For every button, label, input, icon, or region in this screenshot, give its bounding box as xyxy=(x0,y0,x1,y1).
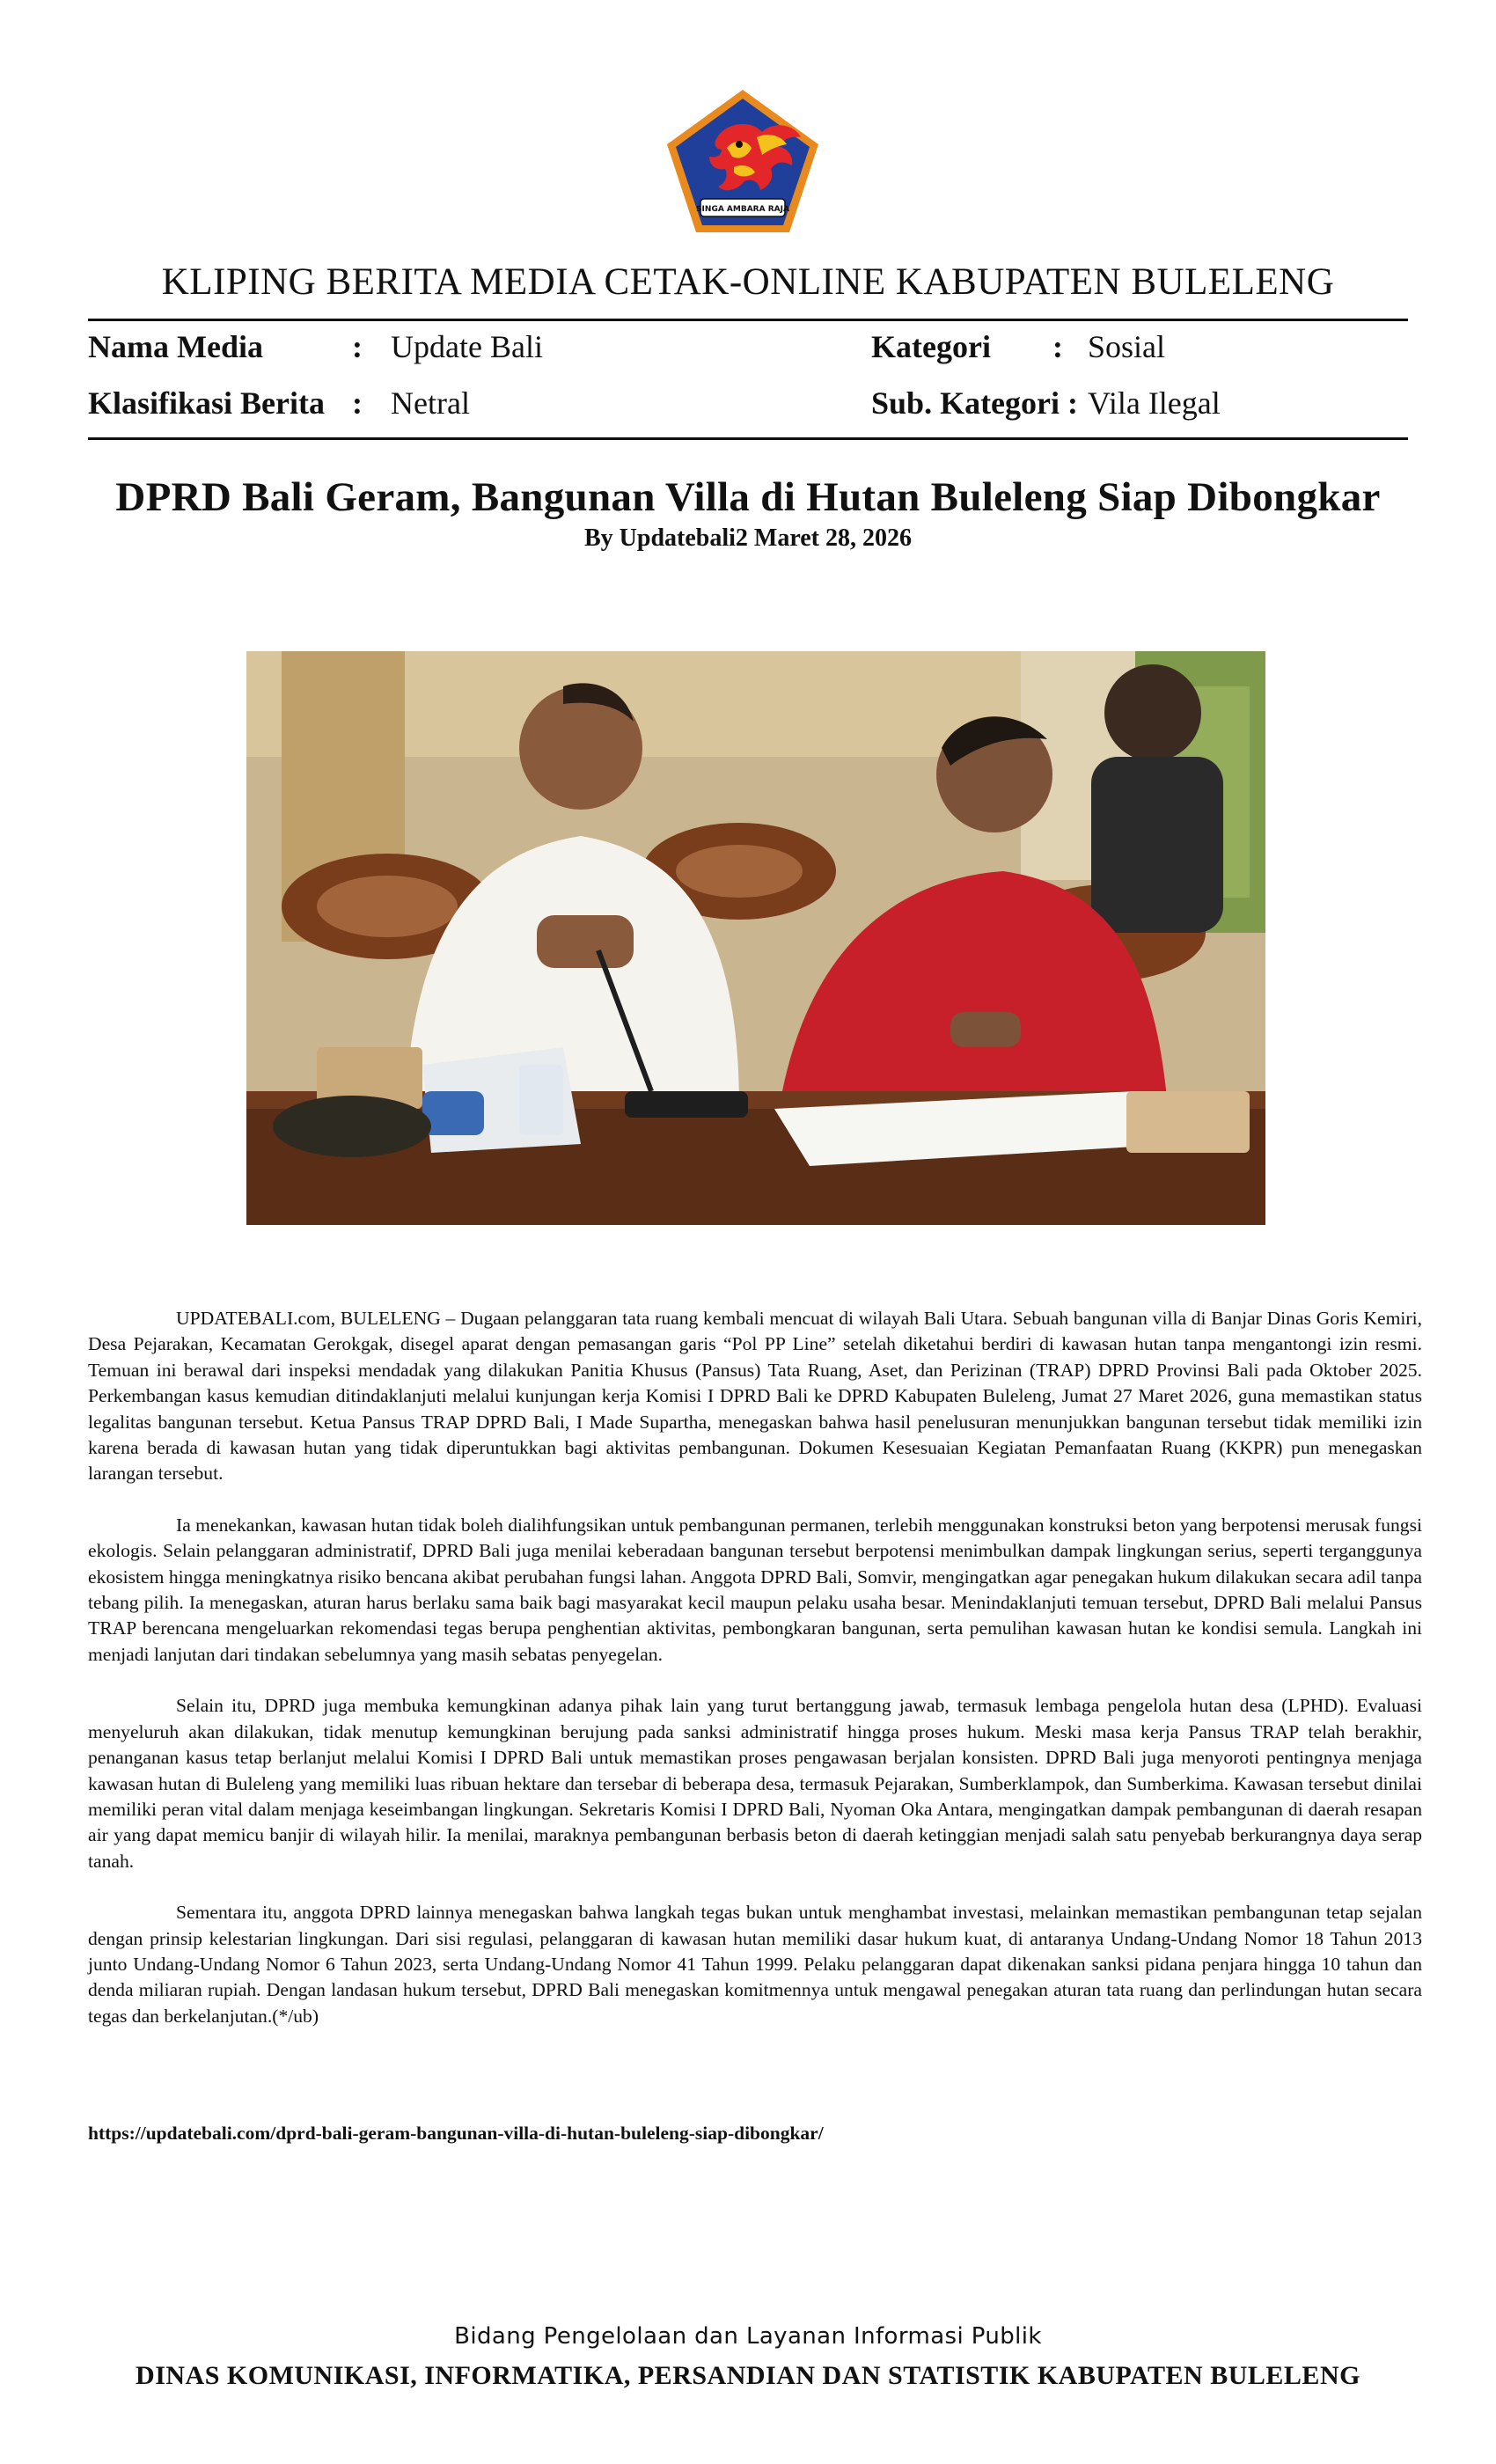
article-paragraph: Ia menekankan, kawasan hutan tidak boleh dialihfungsikan untuk pembangunan permanen, terlebih menggunakan konstruksi beton yang berpotensi merusak fungsi ekologis. Selain pelanggaran administratif, DPRD Bali juga menilai keberadaan bangunan tersebut berpotensi menimbulkan dampak lingkungan serius, seperti terganggunya ekosistem hingga meningkatnya risiko bencana akibat perubahan fungsi lahan. Anggota DPRD Bali, Somvir, mengingatkan agar penegakan hukum dilakukan secara adil tanpa tebang pilih. Ia menegaskan, aturan harus berlaku sama baik bagi masyarakat kecil maupun pelaku usaha besar. Menindaklanjuti temuan tersebut, DPRD Bali melalui Pansus TRAP berencana mengeluarkan rekomendasi tegas berupa penghentian aktivitas, pembongkaran bangunan, serta pemulihan kawasan hutan ke kondisi semula. Langkah ini menjadi lanjutan dari tindakan sebelumnya yang masih sebatas penyegelan. xyxy=(88,1514,1422,1665)
classification-label: Klasifikasi Berita xyxy=(88,385,325,421)
source-link[interactable]: https://updatebali.com/dprd-bali-geram-bangunan-villa-di-hutan-buleleng-siap-dibongkar/ xyxy=(88,2123,824,2144)
page-title: KLIPING BERITA MEDIA CETAK-ONLINE KABUPATEN BULELENG xyxy=(161,261,1335,303)
footer-agency: DINAS KOMUNIKASI, INFORMATIKA, PERSANDIAN DAN STATISTIK KABUPATEN BULELENG xyxy=(136,2361,1360,2390)
category-colon: : xyxy=(1052,329,1063,364)
media-colon: : xyxy=(352,329,363,364)
article-body xyxy=(88,1306,1422,2055)
buleleng-regency-emblem xyxy=(664,86,822,236)
classification-value: Netral xyxy=(391,385,470,421)
classification-colon: : xyxy=(352,385,363,421)
media-value: Update Bali xyxy=(391,329,543,364)
subcategory-label: Sub. Kategori : xyxy=(871,385,1079,421)
header-divider-top xyxy=(88,319,1408,321)
emblem-caption: SINGA AMBARA RAJA xyxy=(696,205,789,214)
media-label: Nama Media xyxy=(88,329,263,364)
article-headline: DPRD Bali Geram, Bangunan Villa di Hutan Buleleng Siap Dibongkar xyxy=(115,474,1381,520)
emblem-icon xyxy=(664,86,822,236)
article-paragraph: Selain itu, DPRD juga membuka kemungkinan adanya pihak lain yang turut bertanggung jawab, termasuk lembaga pengelola hutan desa (LPHD). Evaluasi menyeluruh akan dilakukan, tidak menutup kemungkinan berujung pada sanksi administratif hingga proses hukum. Meski masa kerja Pansus TRAP telah berakhir, penanganan kasus tetap berlanjut melalui Komisi I DPRD Bali untuk memastikan proses pengawasan berjalan konsisten. DPRD Bali juga menyoroti pentingnya menjaga kawasan hutan di Buleleng yang memiliki luas ribuan hektare dan tersebar di beberapa desa, termasuk Pejarakan, Sumberklampok, dan Sumberkima. Kawasan tersebut dinilai memiliki peran vital dalam menjaga keseimbangan lingkungan. Sekretaris Komisi I DPRD Bali, Nyoman Oka Antara, mengingatkan dampak pembangunan di daerah resapan air yang dapat memicu banjir di wilayah hilir. Ia menilai, maraknya pembangunan berbasis beton di daerah ketinggian menjadi salah satu penyebab berkurangnya daya serap tanah. xyxy=(88,1695,1422,1872)
category-label: Kategori xyxy=(871,329,991,364)
article-paragraph: Sementara itu, anggota DPRD lainnya menegaskan bahwa langkah tegas bukan untuk menghambat investasi, melainkan memastikan pembangunan tetap sejalan dengan prinsip kelestarian lingkungan. Dari sisi regulasi, pelanggaran di kawasan hutan memiliki dasar hukum kuat, di antaranya Undang-Undang Nomor 18 Tahun 2013 junto Undang-Undang Nomor 6 Tahun 2023, serta Undang-Undang Nomor 41 Tahun 1999. Pelaku pelanggaran dapat dikenakan sanksi pidana penjara hingga 10 tahun dan denda miliaran rupiah. Dengan landasan hukum tersebut, DPRD Bali menegaskan komitmennya untuk mengawal penegakan aturan tata ruang dan perlindungan hutan secara tegas dan berkelanjutan.(*/ub) xyxy=(88,1902,1422,2027)
category-value: Sosial xyxy=(1088,329,1166,364)
meeting-photo xyxy=(246,651,1265,1225)
article-byline: By Updatebali2 Maret 28, 2026 xyxy=(583,524,913,552)
header-divider-bottom xyxy=(88,437,1408,440)
footer-department: Bidang Pengelolaan dan Layanan Informasi Publik xyxy=(454,2323,1042,2350)
meeting-photo-image xyxy=(246,651,1265,1225)
article-paragraph: UPDATEBALI.com, BULELENG – Dugaan pelanggaran tata ruang kembali mencuat di wilayah Bali Utara. Sebuah bangunan villa di Banjar Dinas Goris Kemiri, Desa Pejarakan, Kecamatan Gerokgak, disegel aparat dengan pemasangan garis “Pol PP Line” setelah diketahui berdiri di kawasan hutan tanpa mengantongi izin resmi. Temuan ini berawal dari inspeksi mendadak yang dilakukan Panitia Khusus (Pansus) Tata Ruang, Aset, dan Perizinan (TRAP) DPRD Provinsi Bali pada Oktober 2025. Perkembangan kasus kemudian ditindaklanjuti melalui kunjungan kerja Komisi I DPRD Bali ke DPRD Kabupaten Buleleng, Jumat 27 Maret 2026, guna memastikan status legalitas bangunan tersebut. Ketua Pansus TRAP DPRD Bali, I Made Supartha, menegaskan bahwa hasil penelusuran menunjukkan bangunan tersebut tidak memiliki izin karena berada di kawasan hutan yang tidak diperuntukkan bagi aktivitas pembangunan. Dokumen Kesesuaian Kegiatan Pemanfaatan Ruang (KKPR) pun menegaskan larangan tersebut. xyxy=(88,1308,1422,1485)
subcategory-value: Vila Ilegal xyxy=(1088,385,1221,421)
